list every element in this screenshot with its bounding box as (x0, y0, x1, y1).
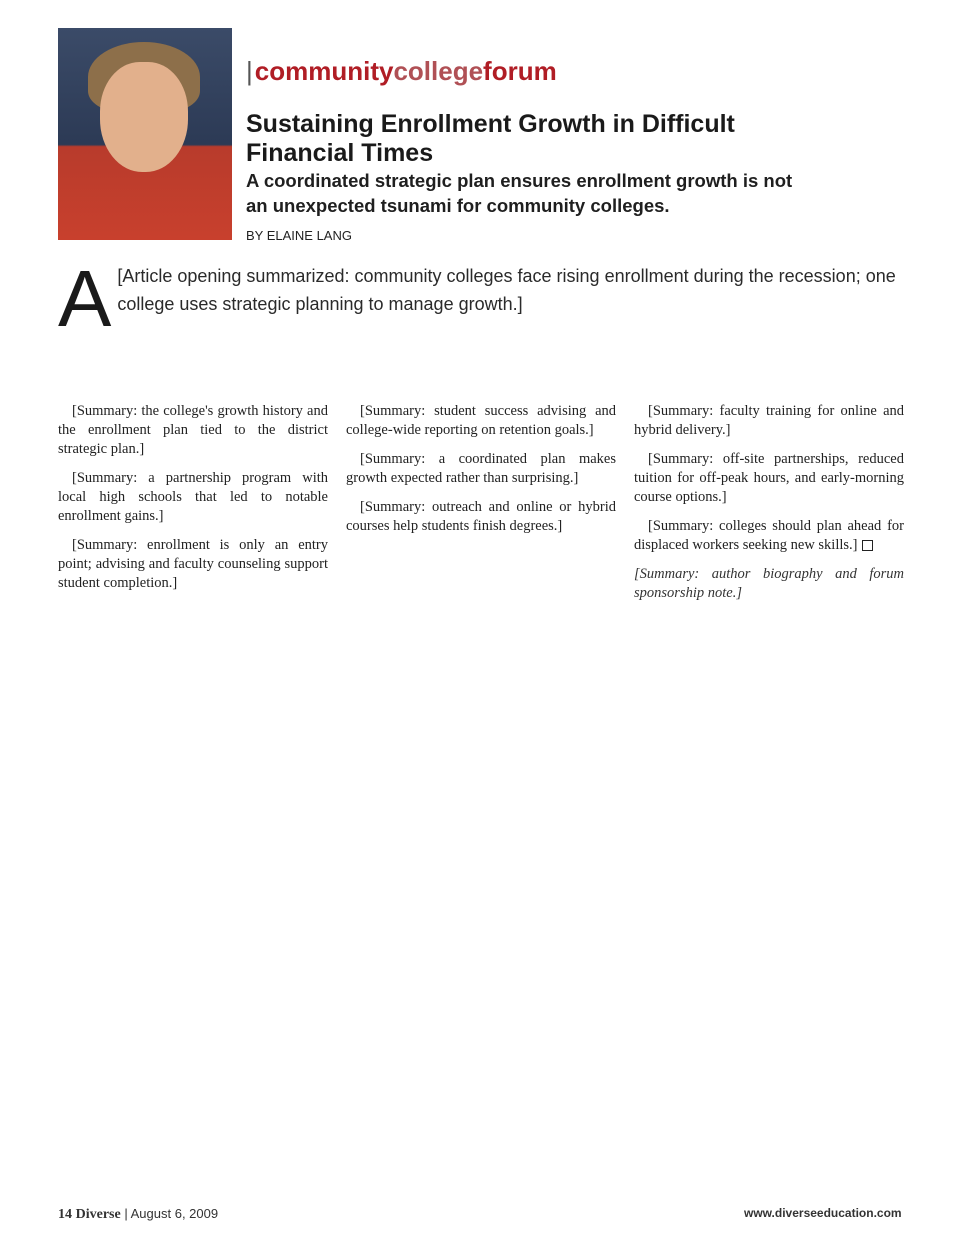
column-1 (58, 402, 328, 603)
byline: BY ELAINE LANG (246, 228, 352, 243)
headline: Sustaining Enrollment Growth in Difficult Financial Times (246, 110, 735, 167)
issue-date: August 6, 2009 (130, 1206, 219, 1221)
paragraph: [Summary: student success advising and college-wide reporting on retention goals.] (346, 403, 616, 438)
paragraph: [Summary: a partnership program with local high schools that led to notable enrollment gains.] (58, 470, 328, 524)
section-part-c: forum (483, 56, 557, 86)
page-number: 14 (58, 1207, 72, 1222)
footer-divider: | (124, 1206, 131, 1221)
paragraph: [Summary: off-site partnerships, reduced tuition for off-peak hours, and early-morning course options.] (634, 451, 904, 505)
column-3 (634, 402, 904, 613)
end-mark-icon (862, 540, 873, 551)
paragraph: [Summary: faculty training for online and hybrid delivery.] (634, 403, 904, 438)
paragraph (634, 517, 904, 555)
page-footer (58, 1206, 218, 1223)
author-photo (58, 28, 232, 240)
paragraph: [Summary: the college's growth history and the enrollment plan tied to the district strategic plan.] (58, 403, 328, 457)
intro-summary (58, 254, 904, 343)
section-part-b: college (393, 56, 484, 86)
drop-cap: A (58, 254, 112, 343)
author-note: [Summary: author biography and forum sponsorship note.] (634, 566, 904, 601)
paragraph: [Summary: a coordinated plan makes growth expected rather than surprising.] (346, 451, 616, 486)
intro-text: [Article opening summarized: community colleges face rising enrollment during the recession; one college uses strategic planning to manage growth.] (117, 266, 896, 314)
paragraph: [Summary: enrollment is only an entry point; advising and faculty counseling support student completion.] (58, 537, 328, 591)
author-photo-face (100, 62, 188, 172)
publication-name: Diverse (75, 1207, 121, 1222)
section-bar: | (246, 56, 253, 86)
paragraph-text: [Summary: colleges should plan ahead for displaced workers seeking new skills.] (634, 518, 904, 553)
column-2 (346, 402, 616, 546)
paragraph: [Summary: outreach and online or hybrid courses help students finish degrees.] (346, 499, 616, 534)
deck: A coordinated strategic plan ensures enrollment growth is not an unexpected tsunami for community colleges. (246, 170, 793, 216)
site-url: www.diverseeducation.com (744, 1206, 902, 1220)
section-label (246, 56, 557, 87)
section-part-a: community (254, 56, 394, 86)
